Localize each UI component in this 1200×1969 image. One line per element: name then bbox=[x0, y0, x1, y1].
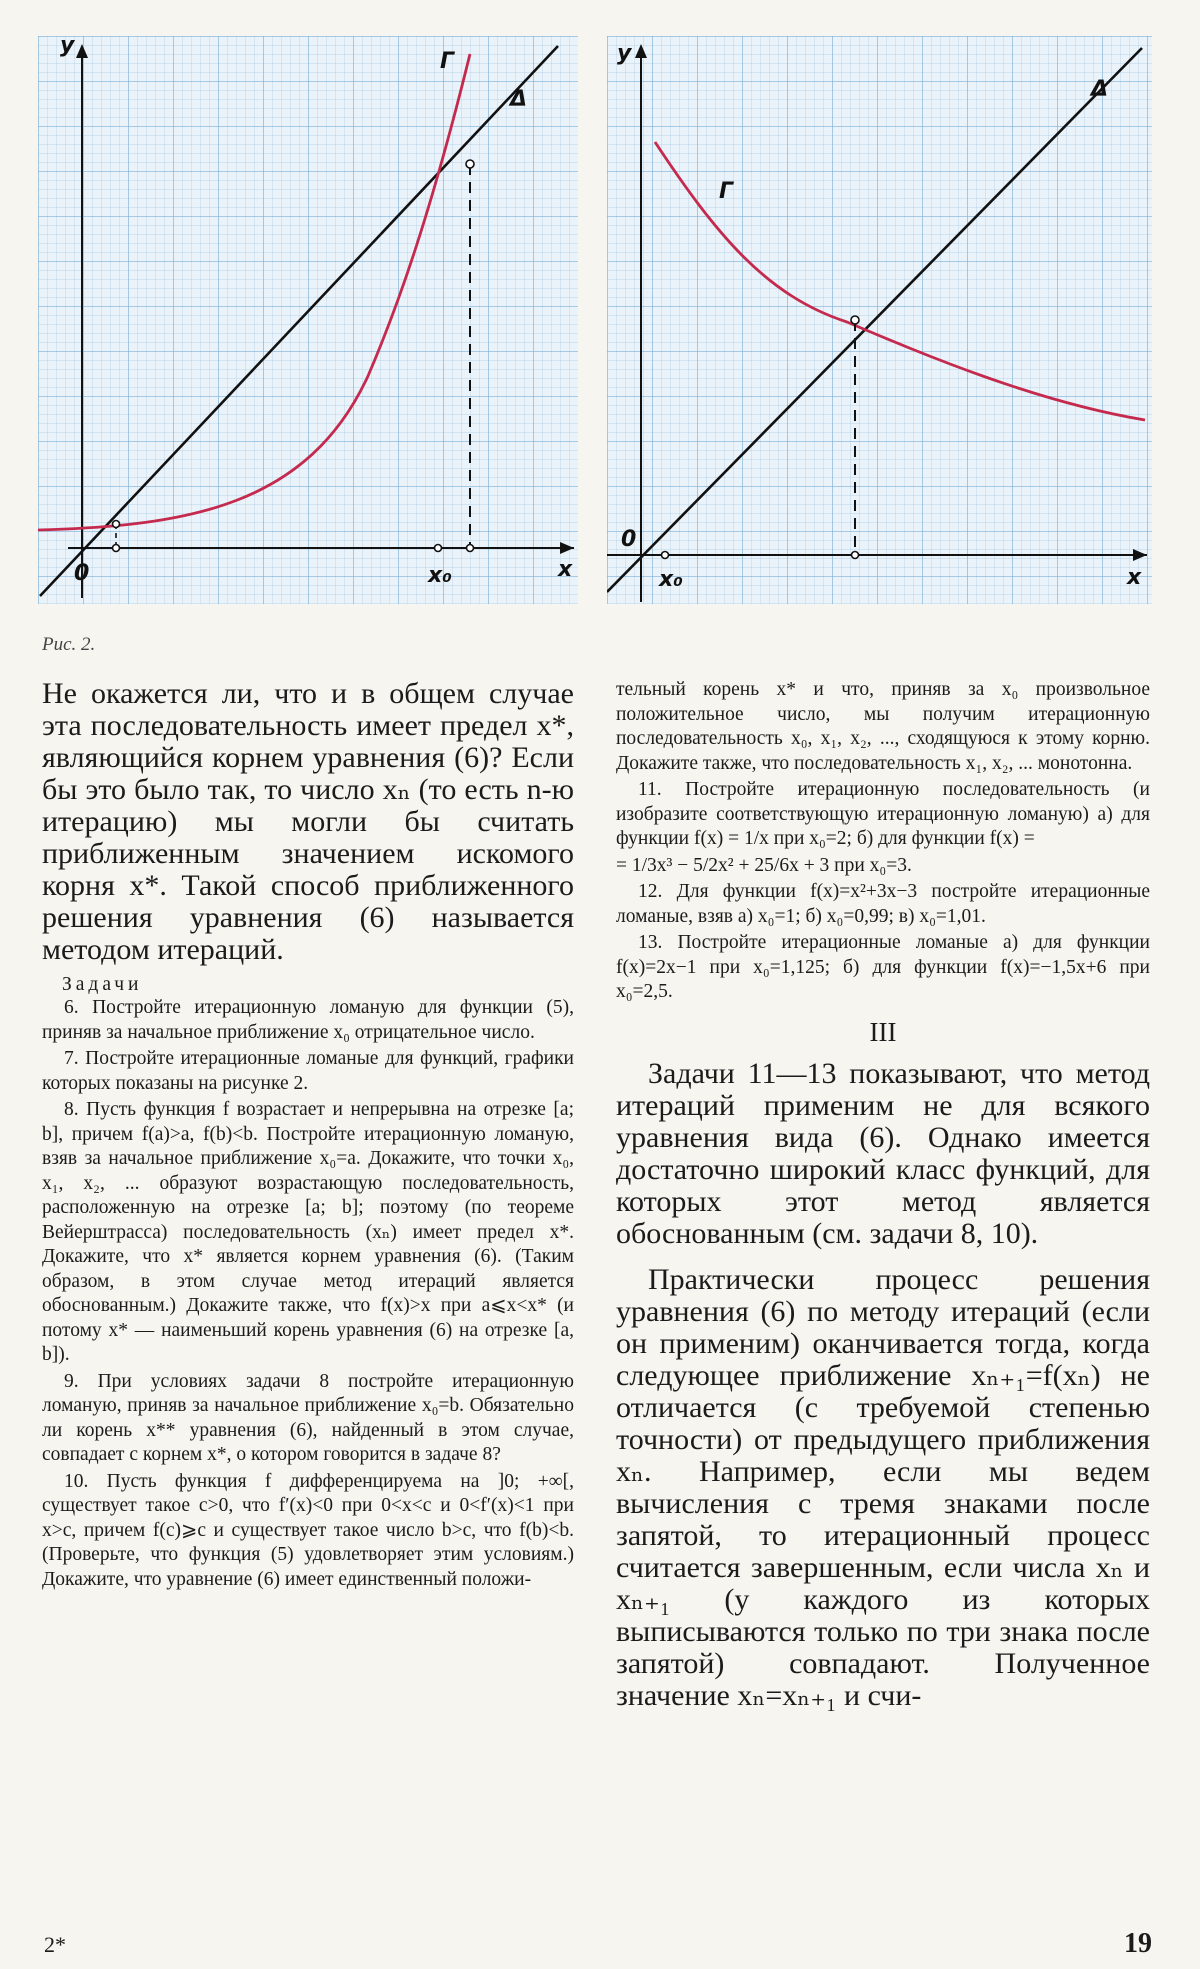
left-column bbox=[42, 678, 574, 1592]
right-column bbox=[616, 678, 1150, 1712]
label-gamma: Г bbox=[440, 49, 455, 74]
paragraph-2: Практически процесс решения уравнения (6) по методу итераций (если он применим) оканчивается тогда, когда следующее приближение xₙ₊₁=f(xₙ) не отличается (с требуемой степенью точности) от предыдущего приближения xₙ. Например, если мы ведем вычисления с тремя знаками после запятой, то итерационный процесс считается завершенным, если числа xₙ и xₙ₊₁ (у каждого из которых выписываются только по три знака после запятой) совпадают. Полученное значение xₙ=xₙ₊₁ и счи- bbox=[616, 1262, 1150, 1712]
label-y: y bbox=[617, 41, 632, 66]
page-number: 19 bbox=[1124, 1928, 1152, 1959]
figure-left bbox=[38, 36, 578, 604]
label-x: x bbox=[558, 557, 573, 582]
task-12: 12. Для функции f(x)=x²+3x−3 постройте итерационные ломаные, взяв а) x₀=1; б) x₀=0,99; в) x₀=1,01. bbox=[616, 881, 1150, 927]
task-9: 9. При условиях задачи 8 постройте итерационную ломаную, приняв за начальное приближение x₀=b. Обязательно ли корень x** уравнения (6), найденный в этом случае, совпадает с корнем x*, о котором говорится в задаче 8? bbox=[42, 1370, 574, 1465]
task-8: 8. Пусть функция f возрастает и непрерывна на отрезке [a; b], причем f(a)>a, f(b)<b. Постройте итерационную ломаную, взяв за начальное приближение x₀=a. Докажите, что точки x₀, x₁, x₂, ... образуют возрастающую последовательность, расположенную на отрезке [a; b]; поэтому (по теореме Вейерштрасса) последовательность (xₙ) имеет предел x*. Докажите, что x* является корнем уравнения (6). (Таким образом, в этом случае метод итераций является обоснованным.) Докажите также, что f(x)>x при a⩽x<x* (и потому x* — наименьший корень уравнения (6) на отрезке [a, b]). bbox=[42, 1099, 574, 1365]
label-x0: x₀ bbox=[428, 563, 452, 588]
root-point bbox=[467, 545, 474, 552]
figure-right-graph bbox=[607, 36, 1152, 604]
start-point-axis bbox=[113, 545, 120, 552]
task-11-formula: = 1/3x³ − 5/2x² + 25/6x + 3 при x₀=3. bbox=[616, 854, 912, 876]
task-6: 6. Постройте итерационную ломаную для функции (5), приняв за начальное приближение x₀ отрицательное число. bbox=[42, 997, 574, 1043]
signature-mark: 2* bbox=[44, 1932, 66, 1957]
figure-left-graph bbox=[38, 36, 578, 604]
paragraph-1: Задачи 11—13 показывают, что метод итераций применим не для всякого уравнения вида (6). Однако имеется достаточно широкий класс функций, для которых этот метод является обоснованным (см. задачи 8, 10). bbox=[616, 1056, 1150, 1250]
root-point bbox=[852, 552, 859, 559]
label-x: x bbox=[1127, 565, 1142, 590]
fixed-point bbox=[466, 160, 474, 168]
task-13: 13. Постройте итерационные ломаные а) для функции f(x)=2x−1 при x₀=1,125; б) для функции f(x)=−1,5x+6 при x₀=2,5. bbox=[616, 932, 1150, 1002]
grid bbox=[38, 36, 578, 604]
section-heading: III bbox=[869, 1016, 897, 1047]
task-11: 11. Постройте итерационную последовательность (и изобразите соответствующую итерационную ломаную) а) для функции f(x) = 1/x при x₀=2; б) для функции f(x) = bbox=[616, 779, 1150, 849]
label-y: y bbox=[60, 36, 75, 58]
x0-point bbox=[435, 545, 442, 552]
x0-point bbox=[662, 552, 669, 559]
label-origin: 0 bbox=[621, 527, 637, 552]
figure-caption: Рис. 2. bbox=[42, 634, 96, 655]
label-origin: 0 bbox=[74, 561, 90, 586]
figure-right bbox=[607, 36, 1152, 604]
label-delta: Δ bbox=[1091, 77, 1109, 102]
tasks-heading: Задачи bbox=[62, 974, 143, 995]
task-10-continued: тельный корень x* и что, приняв за x₀ произвольное положительное число, мы получим итерационную последовательность x₀, x₁, x₂, ..., сходящуюся к этому корню. Докажите также, что последовательность x₁, x₂, ... монотонна. bbox=[616, 679, 1150, 774]
task-7: 7. Постройте итерационные ломаные для функций, графики которых показаны на рисунке 2. bbox=[42, 1048, 574, 1094]
label-delta: Δ bbox=[510, 87, 528, 112]
fixed-point bbox=[851, 316, 859, 324]
task-10: 10. Пусть функция f дифференцируема на ]0; +∞[, существует такое c>0, что f′(x)<0 при 0<x<c и 0<f′(x)<1 при x>c, причем f(c)⩾c и существует такое число b>c, что f(b)<b. (Проверьте, что функция (5) удовлетворяет этим условиям.) Докажите, что уравнение (6) имеет единственный положи- bbox=[42, 1470, 574, 1590]
intro-paragraph: Не окажется ли, что и в общем случае эта последовательность имеет предел x*, являющийся корнем уравнения (6)? Если бы это было так, то число xₙ (то есть n-ю итерацию) мы могли бы считать приближенным значением искомого корня x*. Такой способ приближенного решения уравнения (6) называется методом итераций. bbox=[42, 677, 574, 966]
start-point bbox=[113, 521, 120, 528]
label-x0: x₀ bbox=[659, 567, 683, 592]
label-gamma: Г bbox=[719, 179, 734, 204]
